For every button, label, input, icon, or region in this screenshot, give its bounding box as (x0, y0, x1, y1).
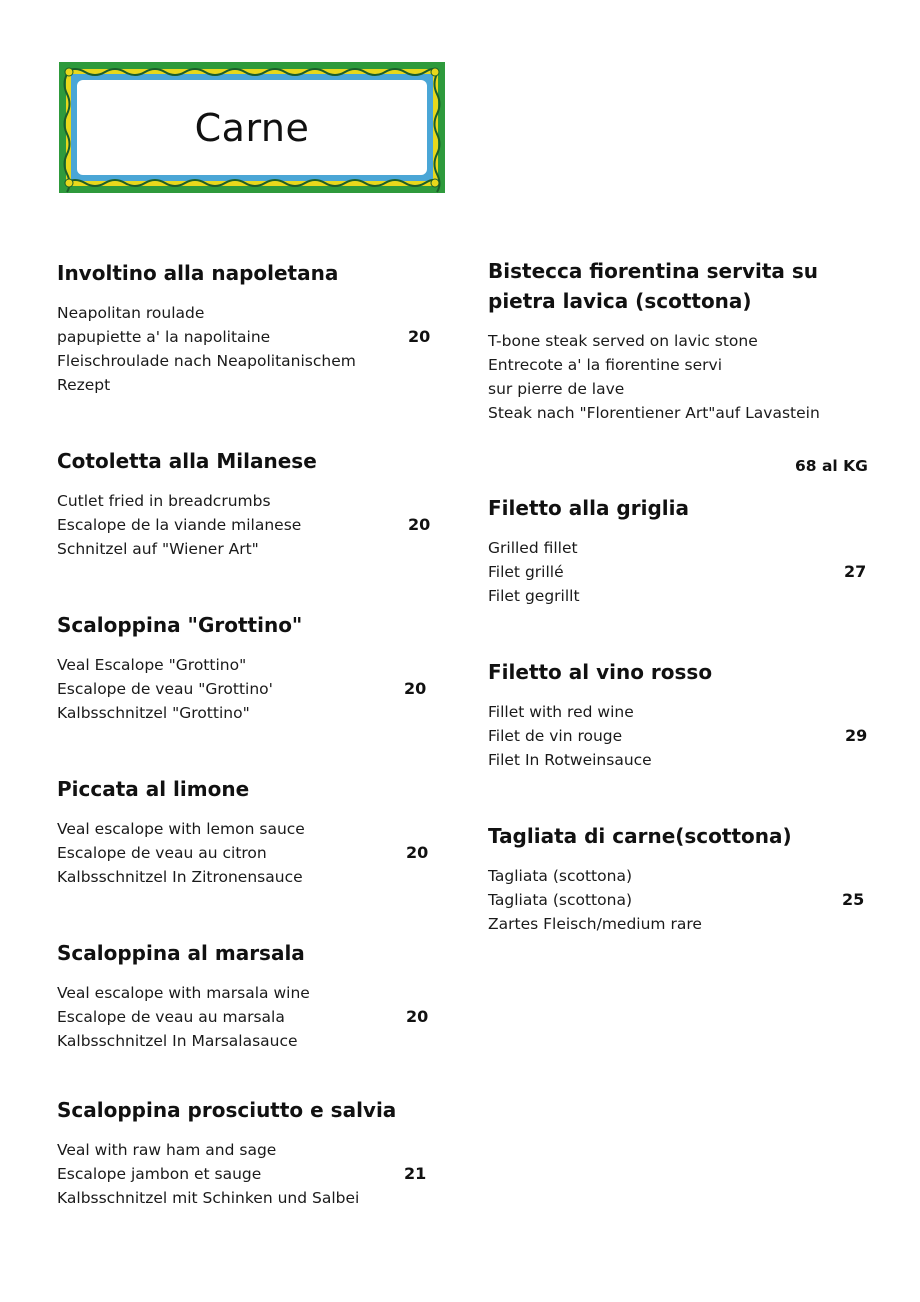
menu-item-title: Bistecca fiorentina servita su pietra lavica (scottona) (488, 259, 819, 313)
description-line: Escalope de veau au citron (57, 844, 267, 862)
description-line: Escalope de la viande milanese (57, 516, 302, 534)
description-line: Kalbsschnitzel In Zitronensauce (57, 868, 303, 886)
menu-item-description (57, 817, 437, 889)
menu-item (488, 256, 868, 425)
description-line: Filet de vin rouge (488, 727, 623, 745)
description-line: Fleischroulade nach Neapolitanischem (57, 352, 356, 370)
menu-item-price: 25 (842, 890, 865, 909)
menu-item-price: 20 (404, 679, 427, 698)
menu-item-price: 20 (406, 1007, 429, 1026)
description-line: Steak nach "Florentiener Art"auf Lavastein (488, 404, 820, 422)
description-line: Neapolitan roulade (57, 304, 205, 322)
menu-item-price: 21 (404, 1164, 427, 1183)
menu-item-price: 68 al KG (795, 457, 868, 475)
menu-item (488, 493, 868, 608)
menu-item-description (488, 864, 868, 936)
menu-item-price: 29 (845, 726, 868, 745)
menu-item (57, 938, 437, 1053)
description-line: Escalope de veau au marsala (57, 1008, 285, 1026)
menu-item-title: Scaloppina al marsala (57, 941, 305, 965)
description-line: Entrecote a' la fiorentine servi (488, 356, 722, 374)
description-line: Schnitzel auf "Wiener Art" (57, 540, 259, 558)
description-line: Veal with raw ham and sage (57, 1141, 277, 1159)
description-line: Tagliata (scottona) (488, 891, 632, 909)
menu-item (488, 657, 868, 772)
menu-item (57, 610, 437, 725)
menu-item (57, 774, 437, 889)
menu-item-title: Cotoletta alla Milanese (57, 449, 317, 473)
menu-item-description (488, 329, 868, 425)
banner-inner-frame (71, 74, 433, 181)
description-line: Rezept (57, 376, 111, 394)
menu-item-price: 20 (408, 327, 431, 346)
description-line: Veal Escalope "Grottino" (57, 656, 247, 674)
banner-panel (77, 80, 427, 175)
description-line: Filet In Rotweinsauce (488, 751, 652, 769)
description-line: sur pierre de lave (488, 380, 625, 398)
description-line: Veal escalope with lemon sauce (57, 820, 305, 838)
menu-item-description (488, 700, 868, 772)
description-line: Tagliata (scottona) (488, 867, 632, 885)
description-line: papupiette a' la napolitaine (57, 328, 271, 346)
description-line: Kalbsschnitzel In Marsalasauce (57, 1032, 298, 1050)
menu-item (57, 1095, 437, 1210)
description-line: T-bone steak served on lavic stone (488, 332, 758, 350)
menu-item-title: Filetto al vino rosso (488, 660, 713, 684)
menu-item (57, 258, 437, 397)
description-line: Fillet with red wine (488, 703, 634, 721)
menu-item-title: Scaloppina "Grottino" (57, 613, 303, 637)
section-banner (59, 62, 445, 193)
menu-item (57, 446, 437, 561)
menu-item-title: Tagliata di carne(scottona) (488, 824, 792, 848)
description-line: Kalbsschnitzel "Grottino" (57, 704, 250, 722)
menu-item-description (488, 536, 868, 608)
page-title: Carne (194, 105, 310, 150)
menu-item-title: Filetto alla griglia (488, 496, 689, 520)
description-line: Filet grillé (488, 563, 564, 581)
description-line: Filet gegrillt (488, 587, 580, 605)
description-line: Cutlet fried in breadcrumbs (57, 492, 271, 510)
description-line: Grilled fillet (488, 539, 578, 557)
menu-item (488, 821, 868, 936)
menu-item-title: Involtino alla napoletana (57, 261, 339, 285)
description-line: Zartes Fleisch/medium rare (488, 915, 702, 933)
description-line: Veal escalope with marsala wine (57, 984, 310, 1002)
menu-item-price: 27 (844, 562, 867, 581)
menu-item-title: Piccata al limone (57, 777, 250, 801)
description-line: Escalope jambon et sauge (57, 1165, 262, 1183)
menu-item-description (57, 489, 437, 561)
menu-item-description (57, 1138, 437, 1210)
menu-item-title: Scaloppina prosciutto e salvia (57, 1098, 397, 1122)
menu-item-price: 20 (408, 515, 431, 534)
menu-item-description (57, 981, 437, 1053)
description-line: Escalope de veau "Grottino' (57, 680, 273, 698)
description-line: Kalbsschnitzel mit Schinken und Salbei (57, 1189, 360, 1207)
menu-item-description (57, 301, 437, 397)
menu-item-price: 20 (406, 843, 429, 862)
menu-item-description (57, 653, 437, 725)
banner-frame (66, 69, 438, 186)
